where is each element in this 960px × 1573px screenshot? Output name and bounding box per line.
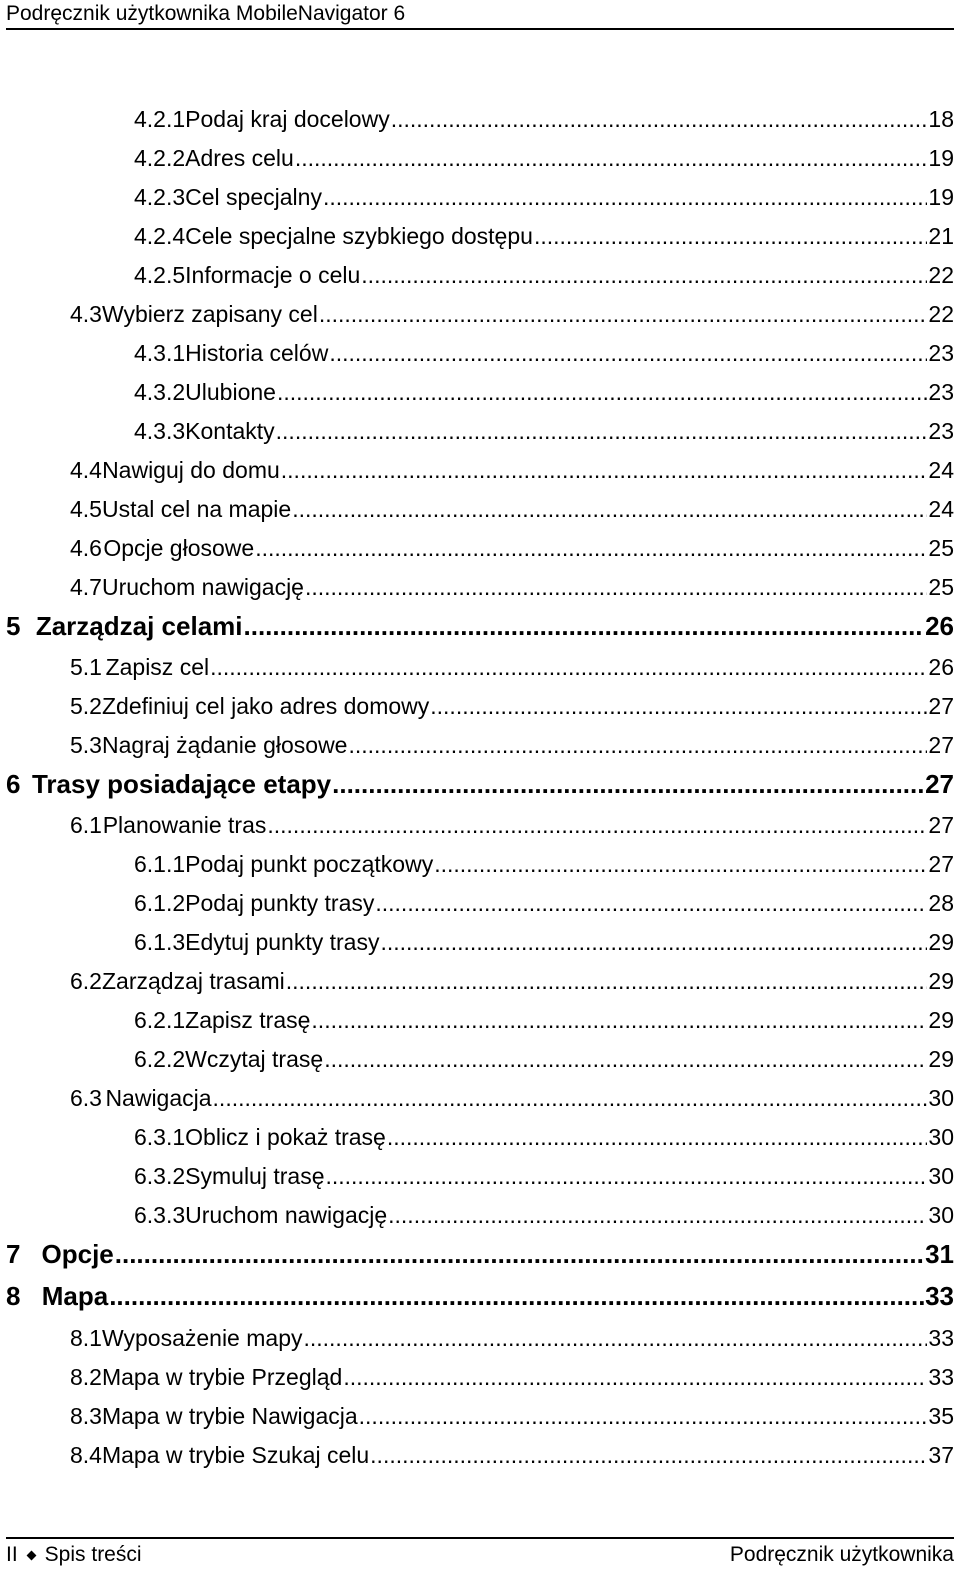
toc-entry-title: Symuluj trasę bbox=[185, 1163, 325, 1189]
toc-entry[interactable] bbox=[134, 1121, 954, 1153]
toc-dot-leader bbox=[213, 1082, 928, 1114]
toc-entry[interactable] bbox=[70, 532, 954, 564]
toc-entry-number: 4.2.4 bbox=[134, 223, 186, 249]
toc-entry-title: Wyposażenie mapy bbox=[101, 1325, 303, 1351]
toc-dot-leader bbox=[324, 1043, 927, 1075]
toc-entry[interactable] bbox=[134, 337, 954, 369]
toc-entry-page: 29 bbox=[928, 929, 954, 955]
toc-entry[interactable] bbox=[134, 181, 954, 213]
toc-entry-page: 27 bbox=[925, 769, 954, 799]
toc-entry-page: 35 bbox=[928, 1403, 954, 1429]
toc-entry-title: Zdefiniuj cel jako adres domowy bbox=[101, 693, 430, 719]
toc-entry-title: Uruchom nawigację bbox=[185, 1202, 388, 1228]
toc-entry-title: Mapa w trybie Szukaj celu bbox=[101, 1442, 370, 1468]
toc-entry-title: Ustal cel na mapie bbox=[101, 496, 292, 522]
toc-entry-number: 6.1.1 bbox=[134, 851, 186, 877]
toc-entry[interactable] bbox=[70, 1439, 954, 1471]
toc-entry-page: 23 bbox=[928, 379, 954, 405]
toc-entry-page: 27 bbox=[928, 812, 954, 838]
toc-entry-number: 6.1 bbox=[70, 812, 102, 838]
toc-entry[interactable] bbox=[134, 220, 954, 252]
toc-dot-leader bbox=[534, 220, 927, 252]
toc-dot-leader bbox=[281, 454, 928, 486]
toc-entry[interactable] bbox=[6, 1280, 954, 1312]
toc-dot-leader bbox=[370, 1439, 927, 1471]
toc-entry-page: 33 bbox=[925, 1281, 954, 1311]
toc-entry-number: 4.3.2 bbox=[134, 379, 186, 405]
toc-entry-title: Mapa bbox=[41, 1281, 109, 1311]
toc-entry-number: 4.7 bbox=[70, 574, 102, 600]
toc-dot-leader bbox=[305, 571, 927, 603]
toc-entry-page: 27 bbox=[928, 732, 954, 758]
toc-dot-leader bbox=[210, 651, 927, 683]
toc-entry-title: Kontakty bbox=[185, 418, 275, 444]
toc-entry-number: 8.3 bbox=[70, 1403, 102, 1429]
toc-entry-page: 31 bbox=[925, 1239, 954, 1269]
toc-entry[interactable] bbox=[70, 809, 954, 841]
toc-entry-page: 26 bbox=[928, 654, 954, 680]
toc-entry-number: 4.2.5 bbox=[134, 262, 186, 288]
toc-entry-page: 23 bbox=[928, 418, 954, 444]
toc-entry-number: 6.1.2 bbox=[134, 890, 186, 916]
toc-entry-number: 4.3.3 bbox=[134, 418, 186, 444]
toc-entry-number: 6.2 bbox=[70, 968, 102, 994]
toc-entry-number: 4.3.1 bbox=[134, 340, 186, 366]
toc-entry-page: 23 bbox=[928, 340, 954, 366]
toc-dot-leader bbox=[115, 1238, 924, 1270]
toc-entry-page: 28 bbox=[928, 890, 954, 916]
toc-entry-number: 8.4 bbox=[70, 1442, 102, 1468]
toc-entry-title: Adres celu bbox=[185, 145, 294, 171]
toc-entry-title: Historia celów bbox=[185, 340, 329, 366]
toc-entry[interactable] bbox=[134, 142, 954, 174]
toc-entry-title: Opcje głosowe bbox=[103, 535, 255, 561]
toc-dot-leader bbox=[361, 259, 927, 291]
toc-entry[interactable] bbox=[6, 1238, 954, 1270]
toc-entry[interactable] bbox=[6, 610, 954, 642]
toc-dot-leader bbox=[267, 809, 927, 841]
toc-entry-number: 5 bbox=[6, 611, 21, 641]
toc-entry-title: Cel specjalny bbox=[185, 184, 322, 210]
toc-dot-leader bbox=[277, 376, 927, 408]
page-footer bbox=[6, 1537, 954, 1573]
footer-left bbox=[6, 1539, 142, 1571]
toc-entry[interactable] bbox=[134, 848, 954, 880]
toc-dot-leader bbox=[303, 1322, 927, 1354]
toc-entry-number: 4.2.2 bbox=[134, 145, 186, 171]
toc-entry-title: Podaj punkt początkowy bbox=[185, 851, 434, 877]
toc-entry-title: Ulubione bbox=[185, 379, 276, 405]
toc-dot-leader bbox=[348, 729, 927, 761]
toc-entry[interactable] bbox=[70, 298, 954, 330]
toc-dot-leader bbox=[325, 1160, 927, 1192]
toc-entry-title: Nawigacja bbox=[105, 1085, 212, 1111]
toc-entry-number: 5.1 bbox=[70, 654, 102, 680]
toc-entry-page: 22 bbox=[928, 262, 954, 288]
toc-entry-page: 26 bbox=[925, 611, 954, 641]
footer-document-name: Podręcznik użytkownika bbox=[729, 1543, 954, 1566]
toc-dot-leader bbox=[391, 103, 928, 135]
toc-entry-page: 18 bbox=[928, 106, 954, 132]
toc-entry-number: 8.1 bbox=[70, 1325, 102, 1351]
toc-entry-title: Nagraj żądanie głosowe bbox=[101, 732, 348, 758]
toc-entry-number: 6.2.2 bbox=[134, 1046, 186, 1072]
toc-entry[interactable] bbox=[70, 965, 954, 997]
toc-entry-title: Podaj kraj docelowy bbox=[185, 106, 390, 132]
toc-entry[interactable] bbox=[134, 1043, 954, 1075]
toc-entry-title: Opcje bbox=[41, 1239, 114, 1269]
toc-dot-leader bbox=[359, 1400, 928, 1432]
toc-entry-page: 21 bbox=[928, 223, 954, 249]
diamond-bullet-icon bbox=[26, 1550, 36, 1560]
toc-entry-page: 22 bbox=[928, 301, 954, 327]
toc-entry-page: 30 bbox=[928, 1085, 954, 1111]
toc-entry-title: Zapisz trasę bbox=[185, 1007, 311, 1033]
toc-entry-number: 6.3.2 bbox=[134, 1163, 186, 1189]
toc-entry-number: 6 bbox=[6, 769, 21, 799]
toc-entry-number: 5.2 bbox=[70, 693, 102, 719]
toc-entry-title: Podaj punkty trasy bbox=[185, 890, 375, 916]
toc-dot-leader bbox=[375, 887, 927, 919]
toc-entry[interactable] bbox=[134, 103, 954, 135]
toc-entry-page: 29 bbox=[928, 1007, 954, 1033]
toc-entry-page: 33 bbox=[928, 1364, 954, 1390]
toc-entry-page: 29 bbox=[928, 968, 954, 994]
toc-entry-page: 33 bbox=[928, 1325, 954, 1351]
footer-section-name: Spis treści bbox=[44, 1543, 142, 1566]
toc-entry-page: 25 bbox=[928, 535, 954, 561]
toc-entry-title: Zapisz cel bbox=[105, 654, 210, 680]
toc-entry[interactable] bbox=[134, 1199, 954, 1231]
toc-entry-page: 30 bbox=[928, 1163, 954, 1189]
toc-dot-leader bbox=[109, 1280, 924, 1312]
toc-entry-page: 24 bbox=[928, 457, 954, 483]
toc-entry-title: Nawiguj do domu bbox=[102, 457, 280, 483]
toc-entry-page: 19 bbox=[928, 145, 954, 171]
toc-entry-page: 30 bbox=[928, 1124, 954, 1150]
toc-entry-page: 30 bbox=[928, 1202, 954, 1228]
toc-entry[interactable] bbox=[70, 1082, 954, 1114]
toc-dot-leader bbox=[311, 1004, 927, 1036]
toc-entry-title: Cele specjalne szybkiego dostępu bbox=[185, 223, 533, 249]
toc-entry-title: Edytuj punkty trasy bbox=[185, 929, 380, 955]
toc-entry[interactable] bbox=[70, 1400, 954, 1432]
toc-entry-title: Wybierz zapisany cel bbox=[101, 301, 318, 327]
toc-dot-leader bbox=[276, 415, 928, 447]
footer-page-number: II bbox=[6, 1543, 18, 1566]
toc-entry[interactable] bbox=[70, 571, 954, 603]
toc-dot-leader bbox=[292, 493, 927, 525]
toc-entry-number: 4.3 bbox=[70, 301, 102, 327]
toc-entry-title: Uruchom nawigację bbox=[101, 574, 304, 600]
page-header bbox=[6, 0, 954, 30]
toc-entry-number: 6.3.3 bbox=[134, 1202, 186, 1228]
toc-entry-title: Trasy posiadające etapy bbox=[31, 769, 332, 799]
toc-entry[interactable] bbox=[6, 768, 954, 800]
toc-entry-title: Planowanie tras bbox=[102, 812, 267, 838]
toc-dot-leader bbox=[332, 768, 924, 800]
toc-entry-number: 6.3 bbox=[70, 1085, 102, 1111]
document-title: Podręcznik użytkownika MobileNavigator 6 bbox=[6, 2, 406, 25]
toc-entry[interactable] bbox=[134, 376, 954, 408]
toc-dot-leader bbox=[323, 181, 927, 213]
toc-entry-page: 27 bbox=[928, 851, 954, 877]
toc-entry-title: Oblicz i pokaż trasę bbox=[185, 1124, 386, 1150]
toc-entry-number: 4.2.3 bbox=[134, 184, 186, 210]
toc-entry[interactable] bbox=[70, 1322, 954, 1354]
toc-entry-page: 29 bbox=[928, 1046, 954, 1072]
toc-dot-leader bbox=[388, 1199, 927, 1231]
toc-entry[interactable] bbox=[70, 493, 954, 525]
toc-dot-leader bbox=[255, 532, 927, 564]
toc-entry-number: 4.5 bbox=[70, 496, 102, 522]
toc-entry[interactable] bbox=[70, 1361, 954, 1393]
toc-entry-page: 25 bbox=[928, 574, 954, 600]
toc-dot-leader bbox=[343, 1361, 927, 1393]
toc-entry-number: 8.2 bbox=[70, 1364, 102, 1390]
toc-entry-number: 5.3 bbox=[70, 732, 102, 758]
toc-entry-page: 24 bbox=[928, 496, 954, 522]
toc-entry-number: 7 bbox=[6, 1239, 21, 1269]
toc-entry-title: Zarządzaj trasami bbox=[101, 968, 285, 994]
toc-dot-leader bbox=[380, 926, 927, 958]
toc-entry-page: 19 bbox=[928, 184, 954, 210]
toc-entry[interactable] bbox=[134, 887, 954, 919]
toc-entry[interactable] bbox=[134, 1004, 954, 1036]
toc-entry-number: 8 bbox=[6, 1281, 21, 1311]
toc-entry-title: Mapa w trybie Nawigacja bbox=[101, 1403, 358, 1429]
toc-entry-number: 4.6 bbox=[70, 535, 102, 561]
toc-dot-leader bbox=[434, 848, 927, 880]
toc-entry-number: 6.3.1 bbox=[134, 1124, 186, 1150]
toc-dot-leader bbox=[387, 1121, 928, 1153]
toc-entry-page: 37 bbox=[928, 1442, 954, 1468]
toc-entry[interactable] bbox=[134, 1160, 954, 1192]
toc-entry-title: Wczytaj trasę bbox=[185, 1046, 324, 1072]
toc-dot-leader bbox=[286, 965, 928, 997]
toc-entry[interactable] bbox=[134, 926, 954, 958]
toc-dot-leader bbox=[430, 690, 927, 722]
toc-entry-number: 4.2.1 bbox=[134, 106, 186, 132]
toc-dot-leader bbox=[295, 142, 928, 174]
toc-entry[interactable] bbox=[134, 415, 954, 447]
toc-dot-leader bbox=[244, 610, 925, 642]
toc-dot-leader bbox=[319, 298, 928, 330]
toc-entry-title: Mapa w trybie Przegląd bbox=[101, 1364, 343, 1390]
toc-entry[interactable] bbox=[134, 259, 954, 291]
toc-entry[interactable] bbox=[70, 454, 954, 486]
toc-entry-number: 6.2.1 bbox=[134, 1007, 186, 1033]
toc-dot-leader bbox=[329, 337, 927, 369]
toc-entry-title: Informacje o celu bbox=[185, 262, 361, 288]
toc-entry[interactable] bbox=[70, 729, 954, 761]
toc-entry-title: Zarządzaj celami bbox=[35, 611, 243, 641]
toc-entry[interactable] bbox=[70, 651, 954, 683]
toc-entry-page: 27 bbox=[928, 693, 954, 719]
toc-entry-number: 6.1.3 bbox=[134, 929, 186, 955]
toc-entry[interactable] bbox=[70, 690, 954, 722]
toc-entry-number: 4.4 bbox=[70, 457, 102, 483]
